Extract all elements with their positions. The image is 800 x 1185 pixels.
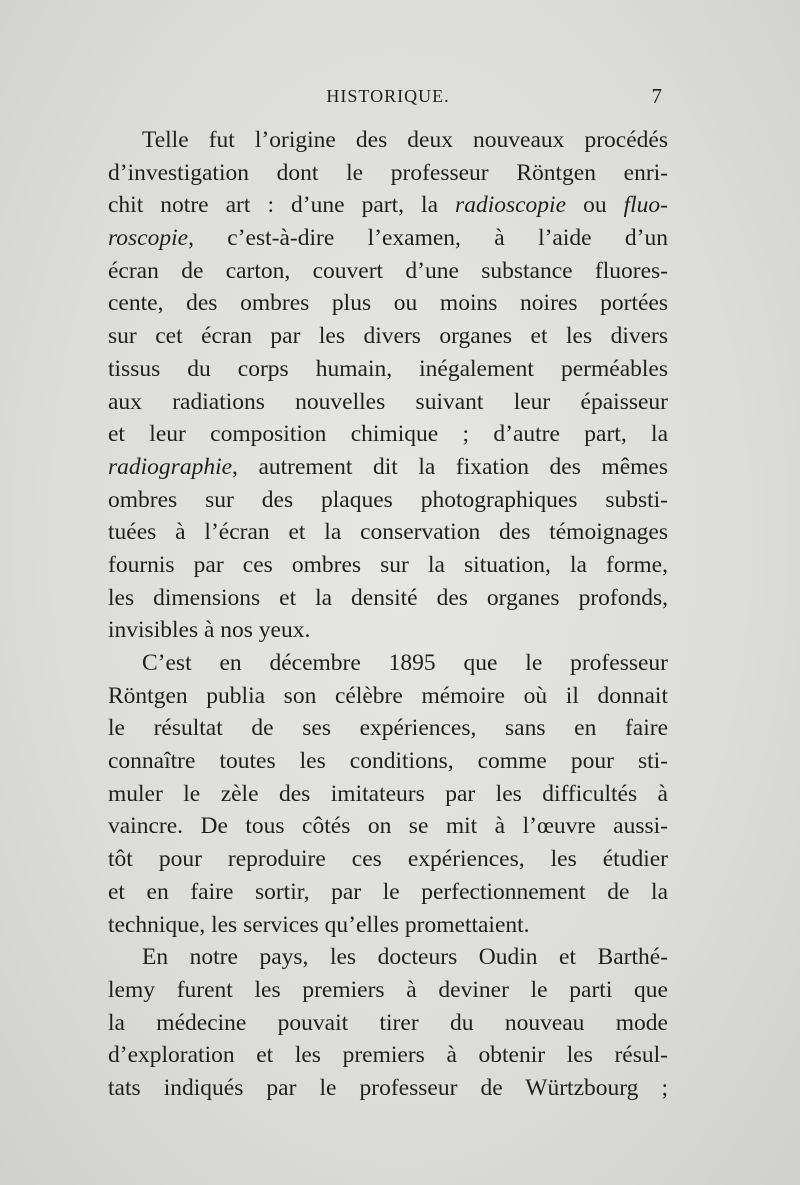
text-segment: C’est en décembre 1895 que le professeur <box>142 650 668 676</box>
text-segment: , c’est-à-dire l’examen, à l’aide d’un <box>188 225 668 252</box>
text-segment: vaincre. De tous côtés on se mit à l’œuvre aussi- <box>108 813 668 840</box>
italic-term: radioscopie <box>455 192 567 219</box>
text-segment: chit notre art : d’une part, la <box>108 192 456 219</box>
text-line <box>108 745 668 778</box>
italic-term: roscopie <box>108 225 189 252</box>
text-segment: tuées à l’écran et la conservation des témoignages <box>108 519 668 546</box>
text-segment: le résultat de ses expériences, sans en faire <box>108 715 668 742</box>
running-title: HISTORIQUE. <box>326 86 450 106</box>
running-head <box>108 86 668 114</box>
text-segment: , autrement dit la fixation des mêmes <box>232 453 668 480</box>
text-line <box>108 582 668 615</box>
text-line <box>108 287 668 320</box>
text-segment: invisibles à nos yeux. <box>108 617 311 644</box>
text-line <box>108 647 668 680</box>
text-segment: tôt pour reproduire ces expériences, les étudier <box>108 846 668 873</box>
text-segment: tissus du corps humain, inégalement perméables <box>108 355 668 382</box>
text-line <box>108 353 668 386</box>
text-line <box>108 255 668 288</box>
italic-term: radiographie <box>108 453 233 480</box>
text-line <box>108 157 668 190</box>
text-line <box>108 810 668 843</box>
text-line <box>108 1072 668 1105</box>
text-segment: les dimensions et la densité des organes profonds, <box>108 584 668 611</box>
text-segment: En notre pays, les docteurs Oudin et Barthé- <box>142 944 668 971</box>
text-line <box>108 680 668 713</box>
text-segment: d’investigation dont le professeur Röntgen enri- <box>108 159 668 186</box>
text-segment: et en faire sortir, par le perfectionnement de la <box>108 878 668 905</box>
text-line <box>108 189 668 222</box>
text-line <box>108 549 668 582</box>
text-line <box>108 876 668 909</box>
italic-term: fluo- <box>623 192 668 219</box>
text-line <box>108 1007 668 1040</box>
text-segment: muler le zèle des imitateurs par les difficultés à <box>108 780 668 807</box>
page-number: 7 <box>651 84 662 108</box>
text-line <box>108 320 668 353</box>
text-line <box>108 614 668 647</box>
text-segment: la médecine pouvait tirer du nouveau mode <box>108 1009 668 1036</box>
text-segment: cente, des ombres plus ou moins noires portées <box>108 290 668 317</box>
text-segment: ou <box>566 192 624 219</box>
text-segment: connaître toutes les conditions, comme pour sti- <box>108 748 668 775</box>
text-segment: d’exploration et les premiers à obtenir les résul- <box>108 1042 668 1069</box>
text-line <box>108 222 668 255</box>
text-segment: aux radiations nouvelles suivant leur épaisseur <box>108 388 668 415</box>
text-line <box>108 909 668 942</box>
text-line <box>108 843 668 876</box>
text-line <box>108 712 668 745</box>
text-line <box>108 484 668 517</box>
text-line <box>108 124 668 157</box>
text-segment: ombres sur des plaques photographiques substi- <box>108 486 668 513</box>
text-line <box>108 418 668 451</box>
text-line <box>108 386 668 419</box>
text-line <box>108 941 668 974</box>
text-segment: Telle fut l’origine des deux nouveaux procédés <box>142 127 668 153</box>
text-segment: tats indiqués par le professeur de Würtzbourg ; <box>108 1074 668 1101</box>
text-segment: sur cet écran par les divers organes et les divers <box>108 323 668 350</box>
text-segment: technique, les services qu’elles promettaient. <box>108 911 530 938</box>
text-line <box>108 451 668 484</box>
text-segment: et leur composition chimique ; d’autre part, la <box>108 421 668 448</box>
text-line <box>108 974 668 1007</box>
text-line <box>108 1039 668 1072</box>
text-segment: Röntgen publia son célèbre mémoire où il donnait <box>108 682 668 709</box>
text-segment: fournis par ces ombres sur la situation, la forme, <box>108 551 668 578</box>
text-segment: écran de carton, couvert d’une substance fluores- <box>108 257 668 284</box>
text-segment: lemy furent les premiers à deviner le parti que <box>108 976 668 1003</box>
text-line <box>108 516 668 549</box>
body-text <box>108 124 668 1105</box>
text-line <box>108 778 668 811</box>
